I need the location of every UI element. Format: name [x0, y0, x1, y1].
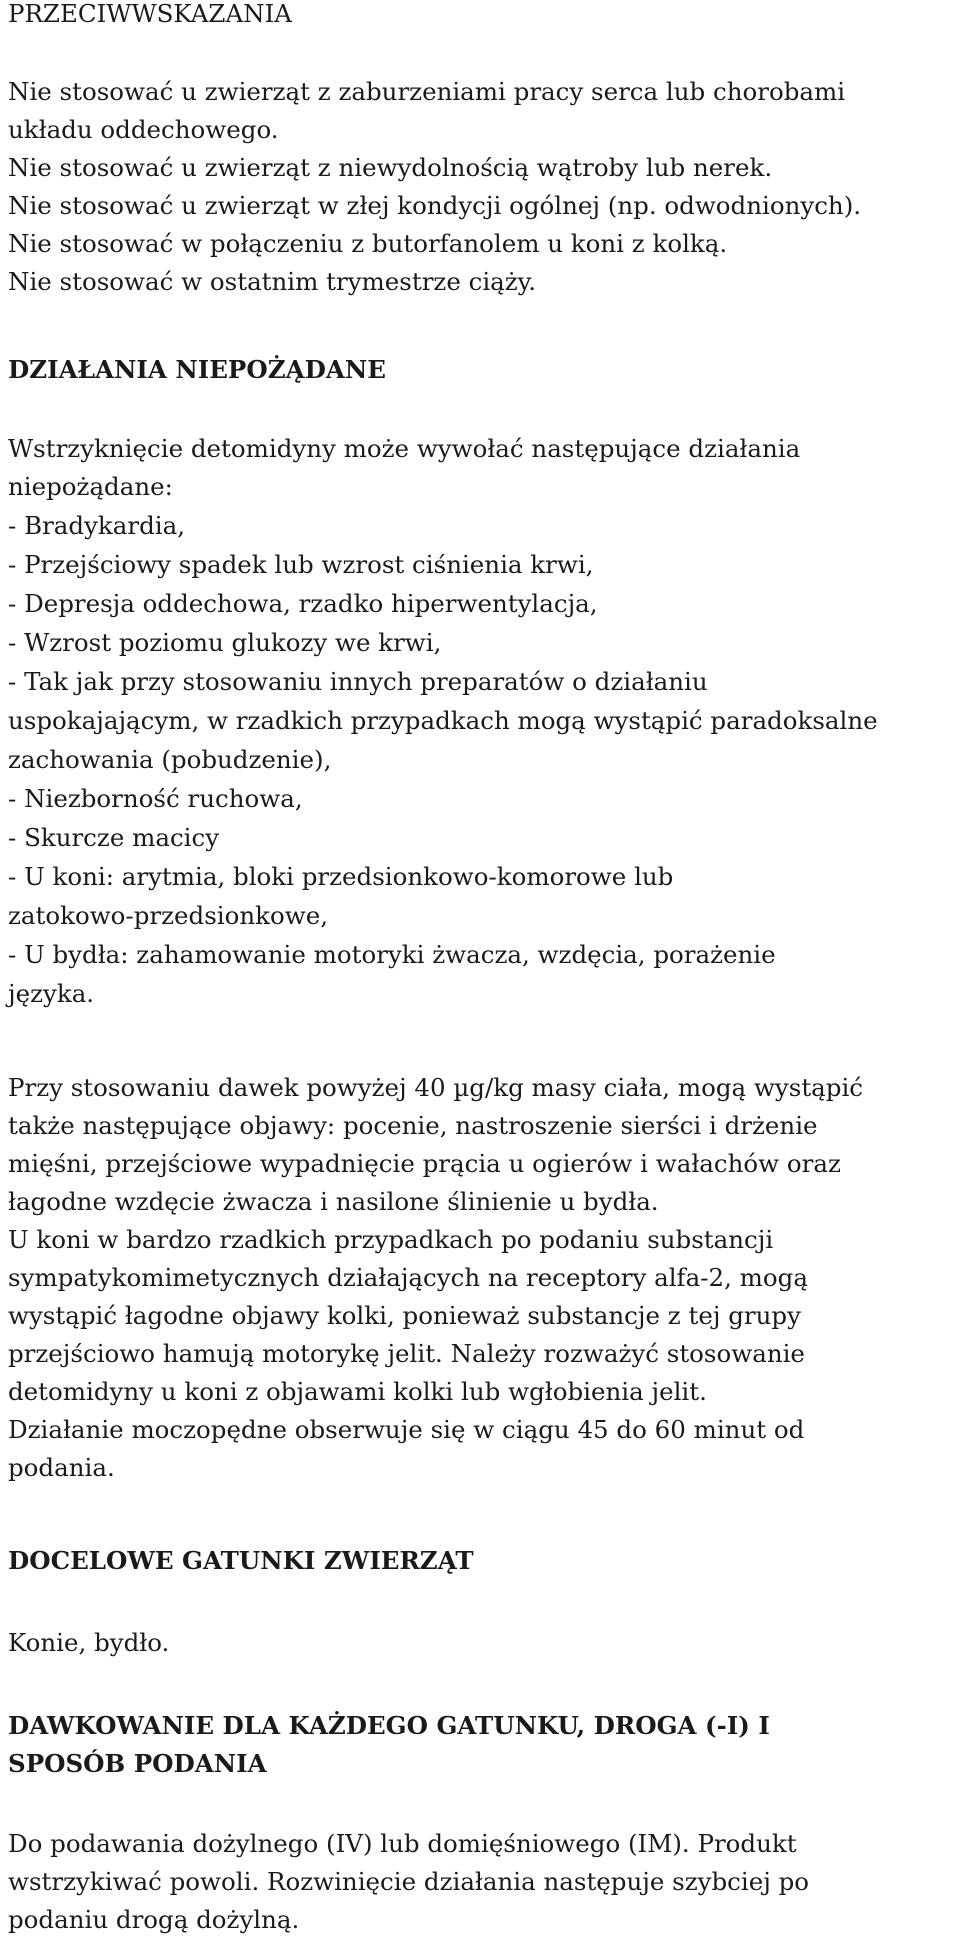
contraindications-line: układu oddechowego. — [8, 115, 279, 144]
adverse-effects-line: uspokajającym, w rzadkich przypadkach mogą wystąpić paradoksalne — [8, 706, 878, 735]
adverse-effects-line: - Wzrost poziomu glukozy we krwi, — [8, 628, 442, 657]
adverse-effects-line: - U bydła: zahamowanie motoryki żwacza, wzdęcia, porażenie — [8, 940, 776, 969]
adverse-effects-line: - Bradykardia, — [8, 511, 185, 540]
adverse-effects-paragraph-line: podania. — [8, 1453, 115, 1482]
adverse-effects-paragraph-line: wystąpić łagodne objawy kolki, ponieważ substancje z tej grupy — [8, 1301, 801, 1330]
adverse-effects-line: zachowania (pobudzenie), — [8, 745, 332, 774]
section-heading-dosage: DAWKOWANIE DLA KAŻDEGO GATUNKU, DROGA (-I) I — [8, 1711, 770, 1740]
contraindications-line: Nie stosować w połączeniu z butorfanolem u koni z kolką. — [8, 229, 728, 258]
adverse-effects-paragraph-line: przejściowo hamują motorykę jelit. Należy rozważyć stosowanie — [8, 1339, 805, 1368]
adverse-effects-paragraph-line: sympatykomimetycznych działających na receptory alfa-2, mogą — [8, 1263, 808, 1292]
adverse-effects-line: - Przejściowy spadek lub wzrost ciśnienia krwi, — [8, 550, 594, 579]
adverse-effects-paragraph-line: Działanie moczopędne obserwuje się w ciągu 45 do 60 minut od — [8, 1415, 805, 1444]
dosage-line: podaniu drogą dożylną. — [8, 1905, 300, 1934]
adverse-effects-line: Wstrzyknięcie detomidyny może wywołać następujące działania — [8, 434, 801, 463]
adverse-effects-line: - U koni: arytmia, bloki przedsionkowo-komorowe lub — [8, 862, 674, 891]
adverse-effects-paragraph-line: U koni w bardzo rzadkich przypadkach po podaniu substancji — [8, 1225, 774, 1254]
target-species-line: Konie, bydło. — [8, 1628, 170, 1657]
contraindications-line: Nie stosować w ostatnim trymestrze ciąży. — [8, 267, 537, 296]
adverse-effects-line: - Niezborność ruchowa, — [8, 784, 303, 813]
adverse-effects-line: niepożądane: — [8, 472, 173, 501]
adverse-effects-line: - Skurcze macicy — [8, 823, 220, 852]
contraindications-line: Nie stosować u zwierząt z zaburzeniami pracy serca lub chorobami — [8, 77, 846, 106]
dosage-line: Do podawania dożylnego (IV) lub domięśniowego (IM). Produkt — [8, 1829, 797, 1858]
section-heading-contraindications: PRZECIWWSKAZANIA — [8, 0, 292, 28]
adverse-effects-paragraph-line: mięśni, przejściowe wypadnięcie prącia u ogierów i wałachów oraz — [8, 1149, 841, 1178]
contraindications-line: Nie stosować u zwierząt z niewydolnością wątroby lub nerek. — [8, 153, 773, 182]
adverse-effects-paragraph-line: łagodne wzdęcie żwacza i nasilone ślinienie u bydła. — [8, 1187, 659, 1216]
section-heading-dosage: SPOSÓB PODANIA — [8, 1749, 267, 1778]
dosage-line: wstrzykiwać powoli. Rozwinięcie działania następuje szybciej po — [8, 1867, 810, 1896]
adverse-effects-line: - Tak jak przy stosowaniu innych preparatów o działaniu — [8, 667, 708, 696]
adverse-effects-line: języka. — [8, 979, 95, 1008]
adverse-effects-paragraph-line: także następujące objawy: pocenie, nastroszenie sierści i drżenie — [8, 1111, 818, 1140]
adverse-effects-paragraph-line: Przy stosowaniu dawek powyżej 40 µg/kg masy ciała, mogą wystąpić — [8, 1073, 864, 1102]
adverse-effects-line: - Depresja oddechowa, rzadko hiperwentylacja, — [8, 589, 598, 618]
adverse-effects-line: zatokowo-przedsionkowe, — [8, 901, 328, 930]
contraindications-line: Nie stosować u zwierząt w złej kondycji ogólnej (np. odwodnionych). — [8, 191, 862, 220]
section-heading-target-species: DOCELOWE GATUNKI ZWIERZĄT — [8, 1546, 474, 1575]
section-heading-adverse-effects: DZIAŁANIA NIEPOŻĄDANE — [8, 355, 386, 384]
adverse-effects-paragraph-line: detomidyny u koni z objawami kolki lub wgłobienia jelit. — [8, 1377, 707, 1406]
